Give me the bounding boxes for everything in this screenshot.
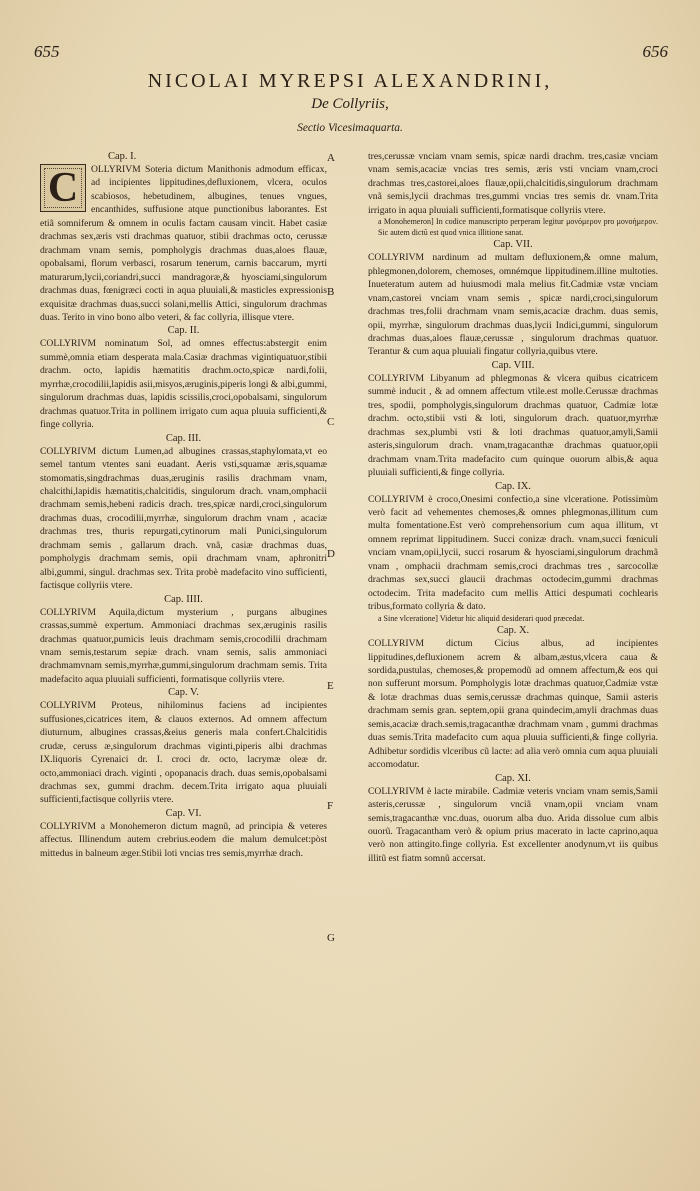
paragraph: OLLYRIVM Soteria dictum Manithonis admodum efficax, ad incipientes lippitudines,defluxionem, vlcera, oculos scabiosos, hebetudinem, albugines, tenues vngues, encanthides, suffusione atque punctionibus laborantes. Est etiã somniferum & omnem in oculis factam causam vincit. Habet casiæ drachmas sex,æris vsti drachmas quatuor, stibii drachmas octo, cerussæ drachmam vnam semis, pompholygis drachmas duas,aloes flauæ, opobalsami, florum verbasci, rosarum tenerum, carnis baccarum, myrti maturarum,lycii,coriandri,succi mandragoræ,& hyosciami,singulorum drachmas duas, fœnigræci cocti in aqua pluuiali,& masticles expressionis exquisitæ drachmas duas,succi solani,mellis Attici, singulorum drachmas duas. Terito in vino bono albo veteri, & fac collyria, illisque vtere. [40,164,327,323]
chapter-heading: Cap. II. [167,325,200,337]
footnote: a Sine vlceratione] Videtur hic aliquid desiderari quod præcedat. [378,613,585,623]
chapter-heading: Cap. VII. [493,239,533,251]
paragraph: COLLYRIVM a Monohemeron dictum magnũ, ad principia & veteres affectus. Illinendum autem crebrius.eodem die malum demulcet:pòst mittedus in balneum æger.Stibii loti vncias tres semis,myrrhæ drach. [40,820,327,859]
paragraph: COLLYRIVM nominatum Sol, ad omnes effectus:abstergit enim summè,omnia etiam desperata mala.Casiæ drachmas vigintiquatuor,stibii drachm. octo, lapidis hæmatitis drachm.octo,spicæ nardi,folii, myrrhæ,crocodilii,lapidis asii,misyos,æruginis,piperis longi & albi,gummi, singulorum drachmas duas, lapidis scissilis,croci,opobalsami, singulorum drachmas quatuor.Trita in pollinem irrigato cum aqua pluuia sufficienti,& finge collyria. [40,338,327,431]
page-number-right: 656 [642,42,668,61]
chapter-heading: Cap. VI. [165,807,202,819]
page-title: NICOLAI MYREPSI ALEXANDRINI, [147,70,553,92]
chapter-heading: Cap. VIII. [491,359,535,371]
section-heading: Sectio Vicesimaquarta. [297,122,403,134]
margin-letter-b: B [327,286,335,298]
chapter-heading: Cap. XI. [495,772,531,784]
decorated-initial: C [40,164,86,212]
right-column [368,150,658,865]
margin-letter-g: G [327,932,335,944]
footnote: a Monohemeron] In codice manuscripto perperam legitur μονόμερον pro μονοήμερον. Sic autem dictũ est quod vnica illitione sanat. [378,217,658,237]
paragraph: COLLYRIVM dictum Cicius albus, ad incipientes lippitudines,defluxionem acrem & albam,æstus,vlcera caua & sordida,pustulas, chemoses,& propemodũ ad omnem affectum,& eos qui non sufferunt morsum. Pompholygis lotæ drachmas quatuor,Cadmiæ vstæ & lotæ drachmas duas semis,cerussæ drachmas quinque, Samii asteris drachmam semis gran. septem,opii grana quindecim,amyli drachmas duas semis,acaciæ drach.semis,tragacanthæ drachmam vnam , gummi drachmas duas semis.Trita madefacito cum aqua pluuia sufficienti,& finge collyria. Adhibetur sordidis vlceribus cũ lacte: ad alia verò omnia cum aqua pluuiali accomodatur. [368,638,658,771]
paragraph: tres,cerussæ vnciam vnam semis, spicæ nardi drachm. tres,casiæ vnciam vnam semis,acaciæ vncias tres semis, æris vsti vnciam vnam,croci drachmas tres,castorei,aloes flauæ,opii,chalcitidis,singulorum drachmam vnã semis,lycii drachmas tres,gummi vncias tres semis dr. vnam.Trita irrigato in aqua pluuiali sufficienti,formatisque collyriis vtere. [368,151,658,216]
chapter-heading: Cap. X. [496,625,530,637]
paragraph: COLLYRIVM nardinum ad multam defluxionem,& omne malum, phlegmonen,dolorem, chemoses, omnémque lippitudinem.illine multoties. Inueteratum autem ad huiusmodi mala melius fit.Cadmiæ vstæ vnciam vnam,castorei vnciam vnam semis , spicæ nardi,croci,singulorum drachmas tres,folii drachmam vnam semis,acaciæ drachm. duas semis, opii, myrrhæ, singulorum drachmas duas,lycii Indici,gummi, singulorum drachmas duas,aloes flauæ,cerussæ , singulorum drachmas quatuor. Terantur & cum aqua pluuiali fingatur collyria,quibus vtere. [368,252,658,358]
paragraph: COLLYRIVM è croco,Onesimi confectio,a sine vlceratione. Potissimùm verò facit ad vehementes chemoses,& omnes phlegmonas,illitum cum multa fomentatione.Est verò comprehensorium cum aqua illitum, vt omnem reprimat lippitudinem. Succi conizæ drach. vnam,succi fœniculi vnciam vnam,opii,lycii, succi rosarum & hyosciami,singulorum drachmã vnam , omphacii drachmam semis,croci drachmas tres , sarcocollæ drachmas sex,succi glaucii drachmas octodecim,gummi drachmas octodecim. Trita madefacito cum mellis Attici despumati cochlearis tribus,formato collyria & dato. [368,493,658,613]
paragraph: COLLYRIVM dictum Lumen,ad albugines crassas,staphylomata,vt eo semel tantum vtentes sani euadant. Aeris vsti,squamæ æris,squamæ stomomatis,singdrachmas duas,æruginis rasilis drachmam vnam, chalcithi,lapidis hæmatitis,chalcitidis, singulorum drach. vnam,omphacii drachmam semis,hebeni radicis drach. tres,spicæ nardi,croci,singulorum drachmas duas, crocodilii,myrrhæ, singulorum drachm vnam , acaciæ drachmas tres, thuris repurgati,cytinorum mali Punici,singulorum drachmam semis , gallarum drach. vnã, casiæ drachmas duas, pompholygis drachmam semis, opii drachmam vnam, aphronitri albi,gummi, singul. drachmas sex. Trita probè madefacito vino sufficienti, factisque collyriis vtere. [40,445,327,592]
margin-letter-c: C [327,416,335,428]
paragraph: COLLYRIVM Proteus, nihilominus faciens ad incipientes suffusiones,cicatrices item, & clauos externos. Ad omnem affectum diuturnum, albugines crassas,&eius generis mala confert.Chalcitidis crudæ, ceruss æ,singulorum drachmas viginti,piperis albi drachmas IX.liquoris Cyrenaici dr. I. croci dr. octo, lacrymæ oleæ dr. octo,ammoniaci drach. viginti , opopanacis drach. duas semis,opobalsami drachmas sex, gummi drachm. decem.Trita irrigato aqua pluuiali sufficienti,factisque collyriis vtere. [40,700,327,806]
page-subtitle: De Collyriis, [311,96,389,112]
chapter-heading: Cap. III. [165,432,202,444]
chapter-heading: Cap. I. [108,151,137,162]
margin-letter-f: F [327,800,334,812]
chapter-heading: Cap. IIII. [164,593,203,605]
left-column [40,150,327,860]
margin-letter-e: E [327,680,334,692]
page-number-left: 655 [34,42,60,61]
paragraph: COLLYRIVM è lacte mirabile. Cadmiæ veteris vnciam vnam semis,Samii asteris,cerussæ , singulorum vnciã vnam,opii vnciam vnam semis,tragacanthæ vnc.duas, ouorum alba duo. Arida dissolue cum albis ouorũ. Tragacantham verò & opium prius macerato in lacte caprino,aqua verò non attingito.finge collyria. Est excellenter anodynum,vt iis quibus illitũ est fiatm somnũ accersat. [368,785,658,864]
paragraph: COLLYRIVM Libyanum ad phlegmonas & vlcera quibus cicatricem summè inducit , & ad omnem affectum vtile.est molle.Cerussæ drachmas tres, spodii, pompholygis,singulorum drachmas quatuor, Cadmiæ lotæ drachm. octo,stibii vsti & loti, singulorum drach. quatuor,myrrhæ drachmas sex,plumbi vsti & loti drachmas quatuor,amyli,Samii asteris,singulorum drach. vnam,tragacanthæ drachmas quatuor,opii drachmam vnam.Trita madefacito cum quinque ouorum albis,& aqua pluuiali sufficienti,& finge collyria. [368,372,658,479]
chapter-heading: Cap. IX. [495,480,531,492]
margin-letter-a: A [327,152,335,164]
chapter-heading: Cap. V. [168,687,199,699]
margin-letter-d: D [327,548,335,560]
paragraph: COLLYRIVM Aquila,dictum mysterium , purgans albugines crassas,summè expertum. Ammoniaci drachmas sex,æruginis rasilis drachmas quatuor,pumicis leuis drachmam semis,crocodilii drachmam vnam semis,testarum sepiæ drach. vnam semis, salis ammoniaci drachmamvnam semis,myrrhæ,gummi,singulorum drachmam semis. Trita madefacito aqua pluuiali sufficienti, formatisque collyriis vtere. [40,606,327,685]
